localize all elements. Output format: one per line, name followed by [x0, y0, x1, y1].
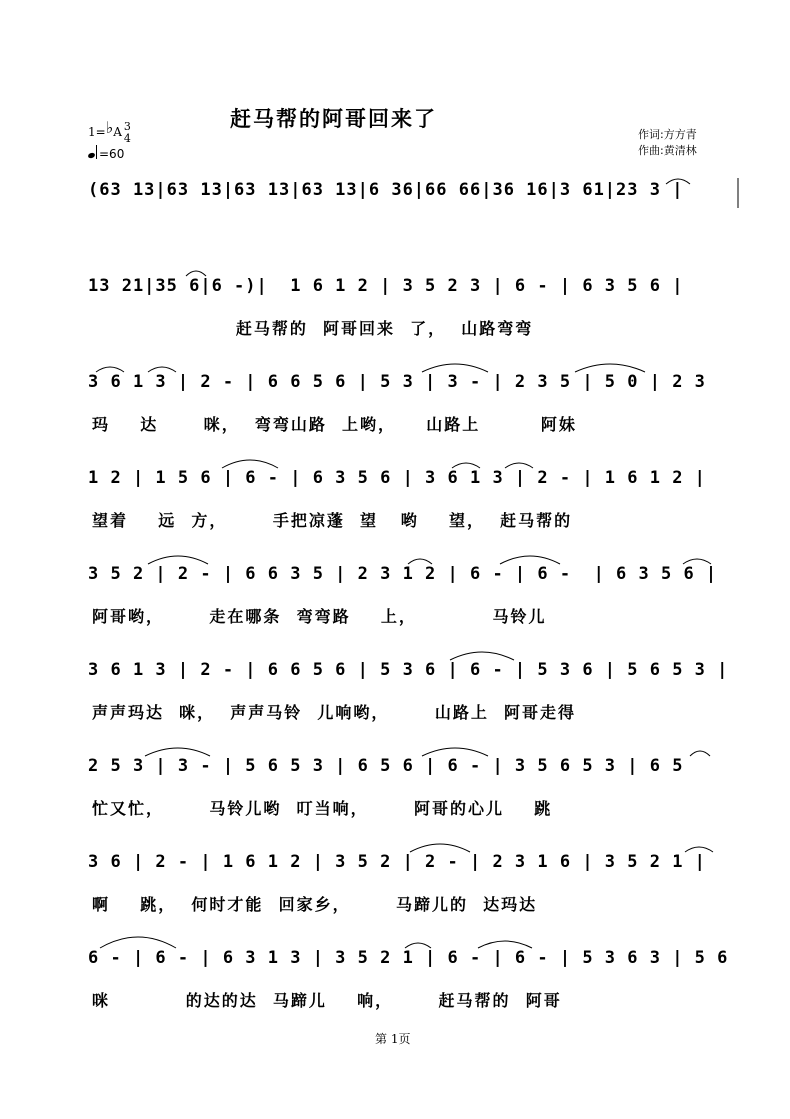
- slur: [410, 844, 470, 852]
- slur: [666, 179, 690, 184]
- slur: [690, 751, 710, 756]
- notation-text: 13 21|35 6|6 -)| 1 6 1 2 | 3 5 2 3 | 6 - | 6 3 5 6 |: [88, 276, 684, 296]
- flat-sign: ♭: [105, 118, 114, 137]
- slur: [408, 559, 432, 564]
- lyric-line: 望着 远 方， 手把凉蓬 望 哟 望， 赶马帮的: [92, 511, 573, 530]
- lyric-line: 声声玛达 咪， 声声马铃 儿响哟， 山路上 阿哥走得: [92, 703, 576, 722]
- notation-text: 3 6 1 3 | 2 - | 6 6 5 6 | 5 3 | 3 - | 2 3 5 | 5 0 | 2 3: [88, 372, 718, 392]
- lyric-line: 赶马帮的 阿哥回来 了， 山路弯弯: [92, 319, 534, 338]
- lyric-line: 玛 达 咪， 弯弯山路 上哟， 山路上 阿妹: [92, 415, 577, 434]
- slur: [478, 941, 532, 948]
- notation-text: 6 - | 6 - | 6 3 1 3 | 3 5 2 1 | 6 - | 6 - | 5 3 6 3 | 5 6: [88, 948, 740, 968]
- slur: [148, 556, 208, 564]
- slur: [422, 364, 488, 372]
- slur: [422, 748, 488, 756]
- slur: [452, 463, 480, 468]
- notation-text: 3 6 | 2 - | 1 6 1 2 | 3 5 2 | 2 - | 2 3 1 6 | 3 5 2 1 |: [88, 852, 706, 872]
- key-letter: A: [113, 125, 122, 139]
- key-prefix: 1=: [88, 125, 106, 139]
- composer: 作曲:黄清林: [638, 144, 697, 157]
- time-unit: 4: [123, 131, 131, 145]
- notation-text: (63 13|63 13|63 13|63 13|6 36|66 66|36 16|3 61|23 3 |: [88, 180, 684, 200]
- slur: [186, 271, 206, 276]
- slur: [575, 364, 645, 372]
- slur: [685, 847, 713, 852]
- slur: [145, 748, 210, 756]
- lyric-line: 阿哥哟， 走在哪条 弯弯路 上， 马铃儿: [92, 607, 547, 626]
- notation-text: 3 6 1 3 | 2 - | 6 6 5 6 | 5 3 6 | 6 - | 5 3 6 | 5 6 5 3 |: [88, 660, 729, 680]
- slur: [96, 367, 124, 372]
- slur: [222, 460, 278, 468]
- notation-text: 3 5 2 | 2 - | 6 6 3 5 | 2 3 1 2 | 6 - | 6 - | 6 3 5 6 |: [88, 564, 718, 584]
- slur: [100, 937, 176, 948]
- slur: [405, 943, 431, 948]
- notation-text: 1 2 | 1 5 6 | 6 - | 6 3 5 6 | 3 6 1 3 | 2 - | 1 6 1 2 |: [88, 468, 706, 488]
- page-number: 第 1页: [375, 1032, 411, 1046]
- slur: [500, 556, 560, 564]
- song-title: 赶马帮的阿哥回来了: [230, 106, 437, 131]
- lyric-line: 咪 的达的达 马蹄儿 响， 赶马帮的 阿哥: [92, 991, 562, 1010]
- lyric-line: 啊 跳， 何时才能 回家乡， 马蹄儿的 达玛达: [92, 895, 538, 914]
- slur: [450, 652, 514, 660]
- notation-text: 2 5 3 | 3 - | 5 6 5 3 | 6 5 6 | 6 - | 3 5 6 5 3 | 6 5: [88, 756, 695, 776]
- lyricist: 作词:方方青: [638, 128, 697, 141]
- slur: [148, 367, 176, 372]
- slur: [683, 559, 711, 564]
- tempo-value: =60: [99, 147, 125, 161]
- slur: [505, 463, 533, 468]
- time-beats: 3: [123, 119, 131, 133]
- lyric-line: 忙又忙， 马铃儿哟 叮当响， 阿哥的心儿 跳: [92, 799, 553, 818]
